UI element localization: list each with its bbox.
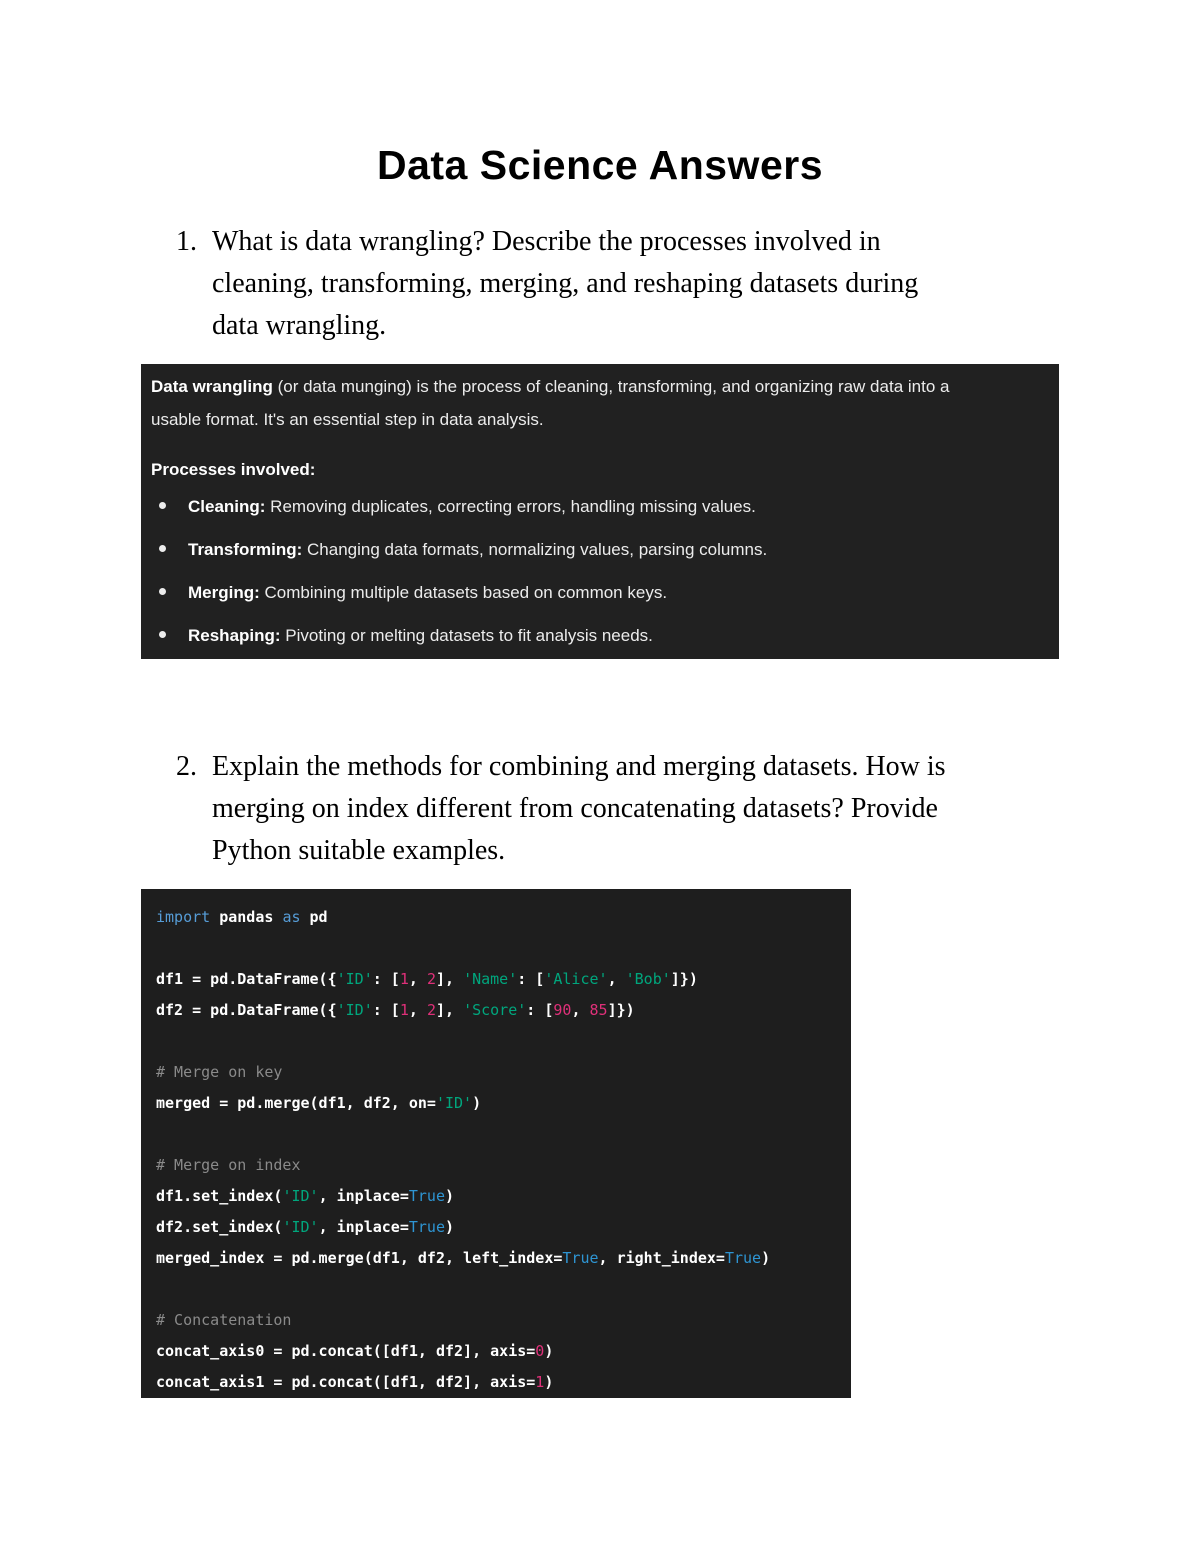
code-token: df1.set_index( [156, 1187, 283, 1205]
item-term: Transforming: [188, 540, 303, 559]
item-text: Pivoting or melting datasets to fit analysis needs. [280, 626, 653, 645]
code-line [156, 1274, 851, 1305]
code-token: , inplace= [318, 1187, 409, 1205]
code-line [156, 964, 851, 995]
item-term: Merging: [188, 583, 260, 602]
list-item [151, 485, 1049, 528]
code-token: merged = pd.merge(df1, df2, on= [156, 1094, 436, 1112]
code-token: : [ [372, 970, 400, 988]
code-block-screenshot [141, 889, 851, 1398]
code-token: 1 [399, 970, 409, 988]
answer-intro-continued: usable format. It's an essential step in data analysis. [151, 410, 544, 429]
question-line: Python suitable examples. [212, 835, 506, 866]
question-line: Explain the methods for combining and merging datasets. How is [212, 751, 946, 782]
code-token: df2 = pd.DataFrame({ [156, 1001, 337, 1019]
code-token: 0 [535, 1342, 545, 1360]
code-token: True [408, 1187, 445, 1205]
code-token: True [562, 1249, 599, 1267]
code-line [156, 1305, 851, 1336]
bullet-icon [159, 588, 166, 595]
code-token: : [ [526, 1001, 554, 1019]
code-token: 'Alice' [544, 970, 608, 988]
page-title: Data Science Answers [376, 142, 824, 188]
code-token: ) [544, 1342, 554, 1360]
code-token: 'ID' [336, 1001, 373, 1019]
bullet-icon [159, 631, 166, 638]
list-item [151, 614, 1049, 657]
question-line: data wrangling. [212, 310, 387, 341]
question-2 [176, 746, 1036, 872]
question-number: 1. [176, 226, 197, 257]
code-line [156, 1057, 851, 1088]
code-token: , [607, 970, 626, 988]
code-token: 'ID' [336, 970, 373, 988]
code-token: 90 [553, 1001, 572, 1019]
code-token: , [408, 1001, 427, 1019]
code-token: ]}) [670, 970, 698, 988]
code-line [156, 995, 851, 1026]
question-1 [176, 221, 1036, 347]
code-token: , inplace= [318, 1218, 409, 1236]
code-token: df1 = pd.DataFrame({ [156, 970, 337, 988]
code-token: merged_index = pd.merge(df1, df2, left_index= [156, 1249, 563, 1267]
processes-heading [151, 455, 1049, 485]
item-text: Combining multiple datasets based on common keys. [259, 583, 668, 602]
code-token: 2 [426, 970, 436, 988]
code-token: 'Bob' [625, 970, 671, 988]
code-line [156, 1026, 851, 1057]
code-token: ) [445, 1218, 455, 1236]
code-token: 1 [535, 1373, 545, 1391]
code-line [156, 1119, 851, 1150]
code-token: : [ [517, 970, 545, 988]
code-line [156, 933, 851, 964]
item-term: Reshaping: [188, 626, 281, 645]
answer-1-screenshot [141, 364, 1059, 659]
code-token: 85 [589, 1001, 608, 1019]
code-token: ) [761, 1249, 771, 1267]
code-token: 1 [399, 1001, 409, 1019]
code-token: , [408, 970, 427, 988]
code-line [156, 1181, 851, 1212]
list-item [151, 528, 1049, 571]
code-token: 'ID' [282, 1187, 319, 1205]
code-line [156, 1336, 851, 1367]
code-line [156, 1243, 851, 1274]
code-token: 'ID' [435, 1094, 473, 1112]
item-text: Changing data formats, normalizing values, parsing columns. [302, 540, 768, 559]
code-line [156, 1367, 851, 1398]
bullet-icon [159, 502, 166, 509]
code-token: 'Name' [463, 970, 518, 988]
item-text: Removing duplicates, correcting errors, handling missing values. [265, 497, 756, 516]
processes-heading-text: Processes involved: [151, 460, 316, 479]
code-token: # Concatenation [156, 1311, 292, 1329]
code-token: import [156, 908, 211, 926]
code-line [156, 1212, 851, 1243]
code-line [156, 1088, 851, 1119]
intro-text: (or data munging) is the process of cleaning, transforming, and organizing raw data into a [272, 377, 950, 396]
code-line [156, 902, 851, 933]
code-token: True [724, 1249, 762, 1267]
answer-intro [151, 370, 1049, 403]
code-token: ], [435, 1001, 464, 1019]
code-token: pd [300, 908, 328, 926]
code-token: # Merge on key [156, 1063, 283, 1081]
bullet-icon [159, 545, 166, 552]
code-token: : [ [372, 1001, 400, 1019]
question-line: cleaning, transforming, merging, and reshaping datasets during [212, 268, 919, 299]
question-line: What is data wrangling? Describe the processes involved in [212, 226, 881, 257]
code-token: , right_index= [598, 1249, 725, 1267]
code-token: 'ID' [282, 1218, 319, 1236]
code-token: as [282, 908, 301, 926]
processes-list [151, 485, 1049, 657]
code-token: , [571, 1001, 590, 1019]
code-token: # Merge on index [156, 1156, 301, 1174]
question-line: merging on index different from concatenating datasets? Provide [212, 793, 938, 824]
code-token: ) [445, 1187, 455, 1205]
code-token: ], [435, 970, 464, 988]
code-line [156, 1150, 851, 1181]
code-token: ) [472, 1094, 482, 1112]
list-item [151, 571, 1049, 614]
code-token: ]}) [607, 1001, 635, 1019]
code-token: df2.set_index( [156, 1218, 283, 1236]
code-token: True [408, 1218, 445, 1236]
code-token: 2 [426, 1001, 436, 1019]
code-token: 'Score' [463, 1001, 527, 1019]
item-term: Cleaning: [188, 497, 266, 516]
code-token: concat_axis1 = pd.concat([df1, df2], axis= [156, 1373, 536, 1391]
code-token: ) [544, 1373, 554, 1391]
question-number: 2. [176, 751, 197, 782]
intro-term: Data wrangling [151, 377, 273, 396]
code-token: pandas [210, 908, 283, 926]
code-token: concat_axis0 = pd.concat([df1, df2], axis= [156, 1342, 536, 1360]
